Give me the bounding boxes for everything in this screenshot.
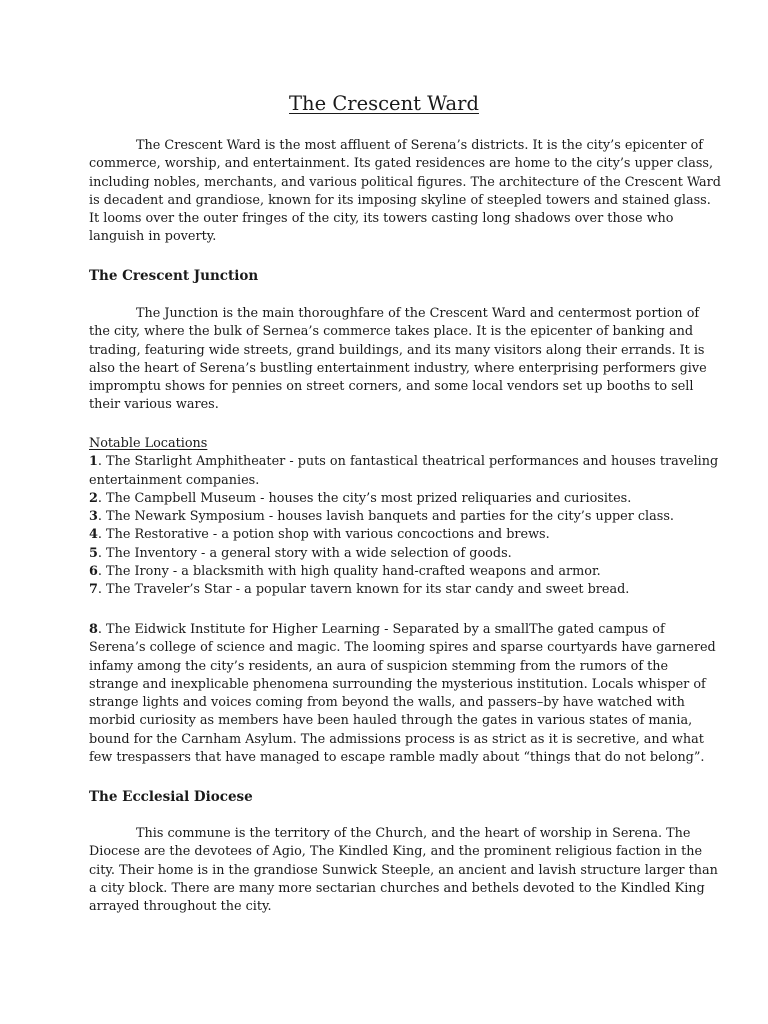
location-item (89, 526, 683, 544)
location-item-8 (89, 621, 716, 767)
location-number: 7 (89, 582, 98, 598)
junction-heading: The Crescent Junction (89, 268, 259, 284)
junction-line: also the heart of Serena’s bustling entertainment industry, where enterprising performers give (89, 360, 707, 376)
location-text: entertainment companies. (89, 472, 260, 488)
junction-line: trading, featuring wide streets, grand buildings, and its many visitors along their errands. It is (89, 342, 705, 358)
page-title: The Crescent Ward (289, 92, 479, 115)
location-text: . The Inventory - a general story with a wide selection of goods. (97, 545, 512, 561)
location-text: . The Irony - a blacksmith with high quality hand-crafted weapons and armor. (97, 564, 601, 580)
location-text: . The Restorative - a potion shop with various concoctions and brews. (97, 527, 550, 543)
diocese-line: arrayed throughout the city. (89, 899, 272, 915)
location-number: 1 (89, 454, 98, 470)
location-text: . The Eidwick Institute for Higher Learning - Separated by a smallThe gated campus of (97, 622, 665, 637)
location-text: Serena’s college of science and magic. The looming spires and sparse courtyards have garnered (89, 640, 716, 656)
diocese-heading: The Ecclesial Diocese (89, 789, 253, 805)
diocese-line: Diocese are the devotees of Agio, The Kindled King, and the prominent religious faction in the (89, 844, 703, 860)
location-number: 8 (89, 622, 98, 637)
location-text: . The Traveler’s Star - a popular tavern known for its star candy and sweet bread. (97, 582, 630, 598)
notable-locations (89, 435, 719, 600)
junction-paragraph (89, 305, 707, 415)
location-text: few trespassers that have managed to escape ramble madly about “things that do not belong”. (89, 750, 705, 766)
location-text: morbid curiosity as members have been hauled through the gates in various states of mania, (89, 713, 693, 729)
location-number: 4 (89, 527, 98, 543)
location-number: 5 (89, 545, 98, 561)
notable-locations-title: Notable Locations (89, 436, 208, 451)
diocese-paragraph (89, 825, 718, 916)
location-number: 2 (89, 490, 98, 506)
location-item (89, 545, 683, 563)
location-text: . The Newark Symposium - houses lavish banquets and parties for the city’s upper class. (97, 509, 674, 525)
location-text: bound for the Carnham Asylum. The admissions process is as strict as it is secretive, and what (89, 731, 704, 747)
junction-line: their various wares. (89, 397, 219, 413)
intro-line: is decadent and grandiose, known for its imposing skyline of steepled towers and stained glass. (89, 192, 711, 208)
intro-line: It looms over the outer fringes of the city, its towers casting long shadows over those who (89, 211, 674, 227)
location-item (89, 563, 683, 581)
intro-paragraph (89, 137, 721, 247)
intro-line: languish in poverty. (89, 229, 217, 245)
intro-line: commerce, worship, and entertainment. Its gated residences are home to the city’s upper class, (89, 156, 714, 172)
location-item (89, 453, 719, 490)
junction-line: the city, where the bulk of Sernea’s commerce takes place. It is the epicenter of banking and (89, 324, 694, 340)
location-text: strange and inexplicable phenomena surrounding the mysterious institution. Locals whisper of (89, 676, 706, 692)
intro-line: The Crescent Ward is the most affluent of Serena’s districts. It is the city’s epicenter of (136, 138, 704, 153)
diocese-line: a city block. There are many more sectarian churches and bethels devoted to the Kindled King (89, 880, 705, 896)
location-text: . The Campbell Museum - houses the city’s most prized reliquaries and curiosites. (97, 490, 632, 506)
location-item (89, 508, 683, 526)
diocese-line: This commune is the territory of the Church, and the heart of worship in Serena. The (136, 826, 691, 841)
junction-line: The Junction is the main thoroughfare of the Crescent Ward and centermost portion of (136, 306, 700, 321)
intro-line: including nobles, merchants, and various political figures. The architecture of the Crescent Ward (89, 174, 721, 190)
diocese-line: city. Their home is in the grandiose Sunwick Steeple, an ancient and lavish structure larger than (89, 862, 718, 878)
junction-line: impromptu shows for pennies on street corners, and some local vendors set up booths to sell (89, 379, 694, 395)
location-item (89, 581, 683, 599)
location-text: strange lights and voices coming from beyond the walls, and passers–by have watched with (89, 695, 685, 711)
location-number: 6 (89, 564, 98, 580)
location-text: . The Starlight Amphitheater - puts on fantastical theatrical performances and houses traveling (97, 454, 719, 470)
location-item (89, 490, 683, 508)
location-number: 3 (89, 509, 98, 525)
location-text: infamy among the city’s residents, an aura of suspicion stemming from the rumors of the (89, 658, 669, 674)
